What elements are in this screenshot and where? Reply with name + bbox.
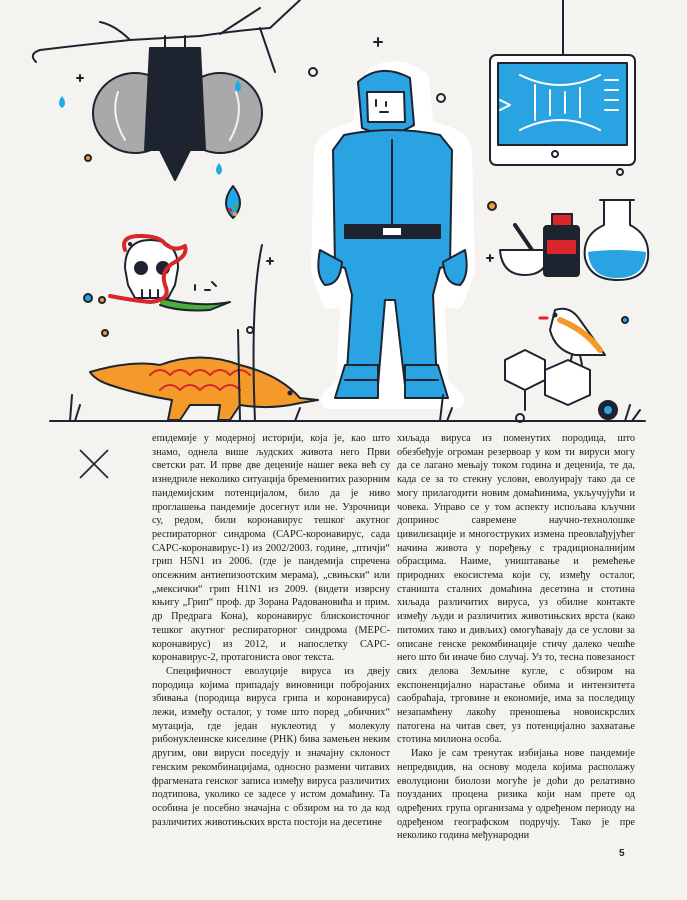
close-x-icon bbox=[78, 448, 110, 480]
paragraph: Специфичност еволуције вируса из двеју породица којима припадају виновници поброjаних збивања (породица вируса грипа и коронавируса) лежи, између осталог, у томе што поред „обичних“ мутација, где један нуклеотид у молекулу рибонуклеинске киселине (РНК) бива замењен неким другим, ови вируси поседују и значајну склоност генским рекомбинацијама, односно размени читавих фрагмената генског записа између вируса различитих подтипова, уколико се задесе у истом домаћину. Та особина је посебно значајна с обзиром на то да код различитих животињских врста постоји на десетине bbox=[152, 665, 390, 828]
text-column-right bbox=[397, 432, 635, 843]
molecule-icon bbox=[505, 350, 617, 422]
illustration bbox=[0, 0, 687, 425]
paragraph: хиљада вируса из поменутих породица, што обезбеђује огроман резервоар у ком ти вируси могу да се лагано мењају током година и деценија, те да, када се за то стекну услови, еволуирају тако да се могу прилагодити новим домаћинима, укључујући и човека. Управо се у том аспекту испољава кључни допринос савремене научно-технолошке цивилизације и многоструких измена преовлађујућег начина живота у поређењу с традиционалнијим обрасцима. Наиме, уништавање и ремећење природних екосистема који су, између осталог, станишта сталних домаћина десетина и стотина хиљада различитих вируса, уз обилне контакте између људи и различитих животињских врста (како питомих тако и дивљих) омогућавају да се услови за описане генске рекомбинације стичу далеко чешће него што би иначе био случај. Уз то, тесна повезаност свих делова Земљине кугле, с обзиром на експоненцијално нарастање обима и интензитета саобраћаја, трговине и економије, има за последицу незапамћену лакоћу преношења новоискрслих патогена на читав свет, уз потенцијално захватање стотина милиона особа. bbox=[397, 433, 635, 746]
flask-icon bbox=[585, 200, 649, 280]
paragraph: епидемије у модерној историји, која је, као што знамо, однела више људских живота него Први светски рат. И прве две деценије нашег века већ су изнедриле неколико ситуација бремениитих разорним пандемијским потенцијалом, било да је ниво проглашења пандемије досегнут или не. Узрочници су, редом, били коронавирус тешког акутног респираторног синдрома (САРС-коронавирус, сада САРС-коронавирус-1) из 2002/2003. године, „птичји“ грип H5N1 из 2006. (где је пандемија спречена опсежним антиепизоотским мерама), „свињски“ или „мексички“ грип H1N1 из 2009. (видети изврсну књигу „Грип“ проф. др Зорана Радовановића и прим. др Предрага Кона), коронавирус блискоисточног тешког акутног респираторног синдрома (МЕРС-коронавирус) из 2012, и напослетку САРС-коронавирус-2, протагониста овог текста. bbox=[152, 433, 390, 664]
hazmat-person-icon bbox=[318, 71, 466, 400]
dna-monitor-icon bbox=[490, 0, 635, 165]
pangolin-icon bbox=[90, 358, 318, 421]
mortar-icon bbox=[500, 225, 550, 275]
page-number: 5 bbox=[619, 848, 625, 859]
bird-icon bbox=[540, 309, 605, 365]
text-column-left bbox=[152, 432, 390, 829]
medicine-bottle-icon bbox=[544, 214, 579, 276]
bat-icon bbox=[93, 36, 262, 180]
paragraph: Иако је сам тренутак избијања нове пандемије непредвидив, на основу модела којима располажу еволуциони биолози могуће је доћи до релативно поузданих процена ризика који нам прете од одређених група организама у одређеном периоду на одређеном географском подручју. Тако је пре неколико година међународни bbox=[397, 748, 635, 842]
